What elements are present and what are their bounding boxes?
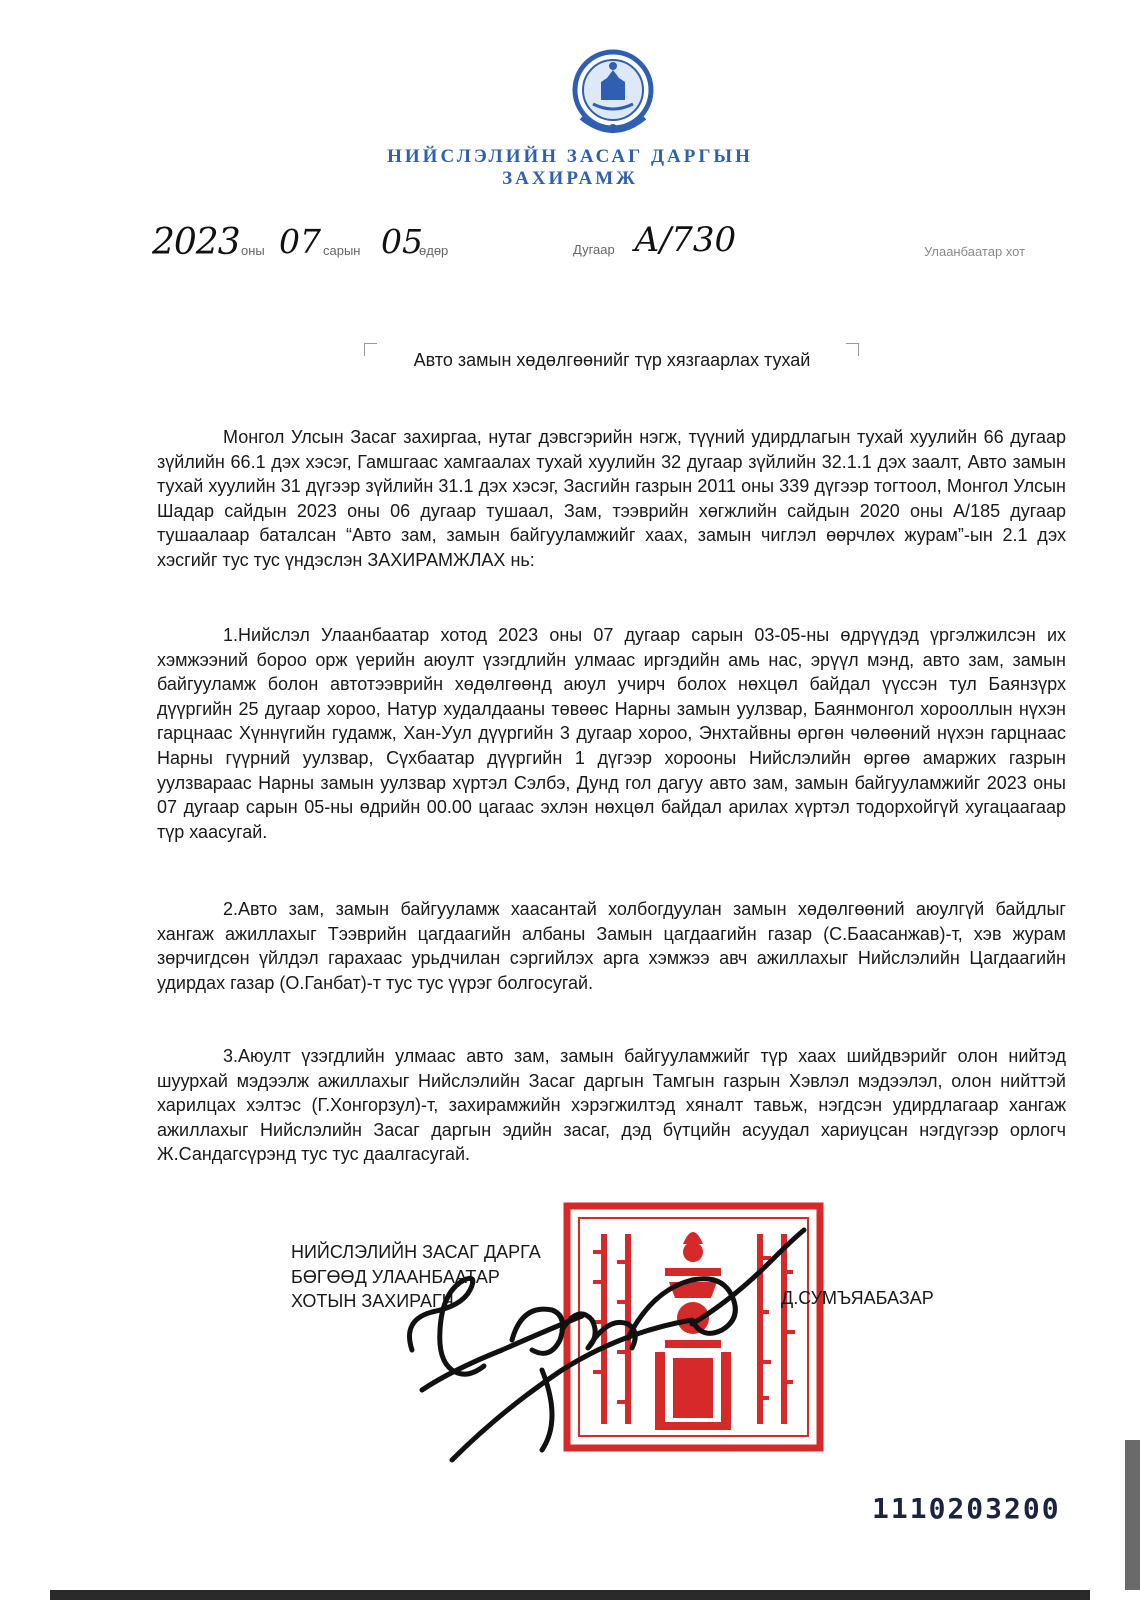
clause-2-paragraph: 2.Авто зам, замын байгууламж хаасантай холбогдуулан замын хөдөлгөөний аюулгүй байдлыг хангаж ажиллахыг Тээврийн цагдаагийн албаны Замын цагдаагийн газар (С.Баасанжав)-т, хэв журам зөрчигдсөн үйлдэл гарахаас урьдчилан сэргийлэх арга хэмжээ авч ажиллахыг Нийслэлийн Цагдаагийн удирдах газар (О.Ганбат)-т тус тус үүрэг болгосугай. — [157, 899, 1066, 993]
city-label: Улаанбаатар хот — [924, 244, 1026, 259]
serial-number: 1110203200 — [872, 1492, 1061, 1525]
day-label: өдөр — [419, 243, 449, 258]
clause-1-paragraph: 1.Нийслэл Улаанбаатар хотод 2023 оны 07 дугаар сарын 03-05-ны өдрүүдэд үргэлжилсэн их хэмжээний бороо орж үерийн аюулт үзэгдлийн улмаас иргэдийн амь нас, эрүүл мэнд, авто зам, замын байгууламж болон автотээврийн хөдөлгөөнд аюул учирч болох нөхцөл байдал үүссэн тул Баянзүрх дүүргийн 25 дугаар хороо, Натур худалдааны төвөөс Нарны замын уулзвар, Баянмонгол хорооллын нүхэн гарцнаас Хүннүгийн гудамж, Хан-Уул дүүргийн 3 дугаар хороо, Энхтайвны өргөн чөлөөний нүхэн гарцнаас Нарны гүүрний уулзвар, Сүхбаатар дүүргийн 1 дүгээр хорооны Нийслэлийн өргөө амаржих газрын уулзвараас Нарны замын уулзвар хүртэл Сэлбэ, Дунд гол дагуу авто зам, замын байгууламжийг 2023 оны 07 дугаар сарын 05-ны өдрийн 00.00 цагаас эхлэн нөхцөл байдал арилах хүртэл тодорхойгүй хугацаагаар түр хаасугай. — [157, 625, 1066, 842]
handwritten-signature-icon — [392, 1220, 812, 1490]
date-day: 05 — [381, 222, 423, 261]
signatory-title: НИЙСЛЭЛИЙН ЗАСАГ ДАРГА БӨГӨӨД УЛААНБААТАР ХОТЫН ЗАХИРАГЧ — [291, 1242, 541, 1312]
mongolia-state-emblem-icon — [563, 48, 663, 140]
scan-edge-right — [1125, 1440, 1140, 1590]
date-year: 2023 — [152, 222, 240, 263]
scan-edge-bottom — [50, 1590, 1090, 1600]
month-label: сарын — [323, 243, 361, 258]
year-label: оны — [241, 243, 265, 258]
org-title-line1: НИЙСЛЭЛИЙН ЗАСАГ ДАРГЫН — [387, 146, 753, 167]
preamble-paragraph: Монгол Улсын Засаг захиргаа, нутаг дэвсгэрийн нэгж, түүний удирдлагын тухай хуулийн 66 дугаар зүйлийн 66.1 дэх хэсэг, Гамшгаас хамгаалах тухай хуулийн 32 дугаар зүйлийн 32.1.1 дэх заалт, Авто замын тухай хуулийн 31 дүгээр зүйлийн 31.1 дэх хэсэг, Засгийн газрын 2011 оны 339 дүгээр тогтоол, Монгол Улсын Шадар сайдын 2023 оны 06 дугаар тушаал, Зам, тээврийн хөгжлийн сайдын 2020 оны А/185 дугаар тушаалаар баталсан “Авто зам, замын байгууламжийг хаах, замын чиглэл өөрчлөх журам”-ын 2.1 дэх хэсгийг тус тус үндэслэн ЗАХИРАМЖЛАХ нь: — [157, 427, 1066, 570]
signatory-name: Д.СУМЪЯАБАЗАР — [781, 1288, 934, 1308]
number-label: Дугаар — [573, 242, 615, 257]
decree-subject: Авто замын хөдөлгөөнийг түр хязгаарлах тухай — [413, 350, 811, 370]
date-month: 07 — [279, 222, 321, 261]
org-title-line2: ЗАХИРАМЖ — [502, 168, 638, 189]
decree-number: А/730 — [634, 220, 737, 260]
clause-3-paragraph: 3.Аюулт үзэгдлийн улмаас авто зам, замын байгууламжийг түр хаах шийдвэрийг олон нийтэд шуурхай мэдээлж ажиллахыг Нийслэлийн Засаг даргын Тамгын газрын Хэвлэл мэдээлэл, олон нийттэй харилцах хэлтэс (Г.Хонгорзул)-т, захирамжийн хэрэгжилтэд хяналт тавьж, нэгдсэн удирдлагаар хангаж ажиллахыг Нийслэлийн Засаг даргын эдийн засаг, дэд бүтцийн асуудал хариуцсан нэгдүгээр орлогч Ж.Сандагсүрэнд тус тус даалгасугай. — [157, 1046, 1066, 1165]
